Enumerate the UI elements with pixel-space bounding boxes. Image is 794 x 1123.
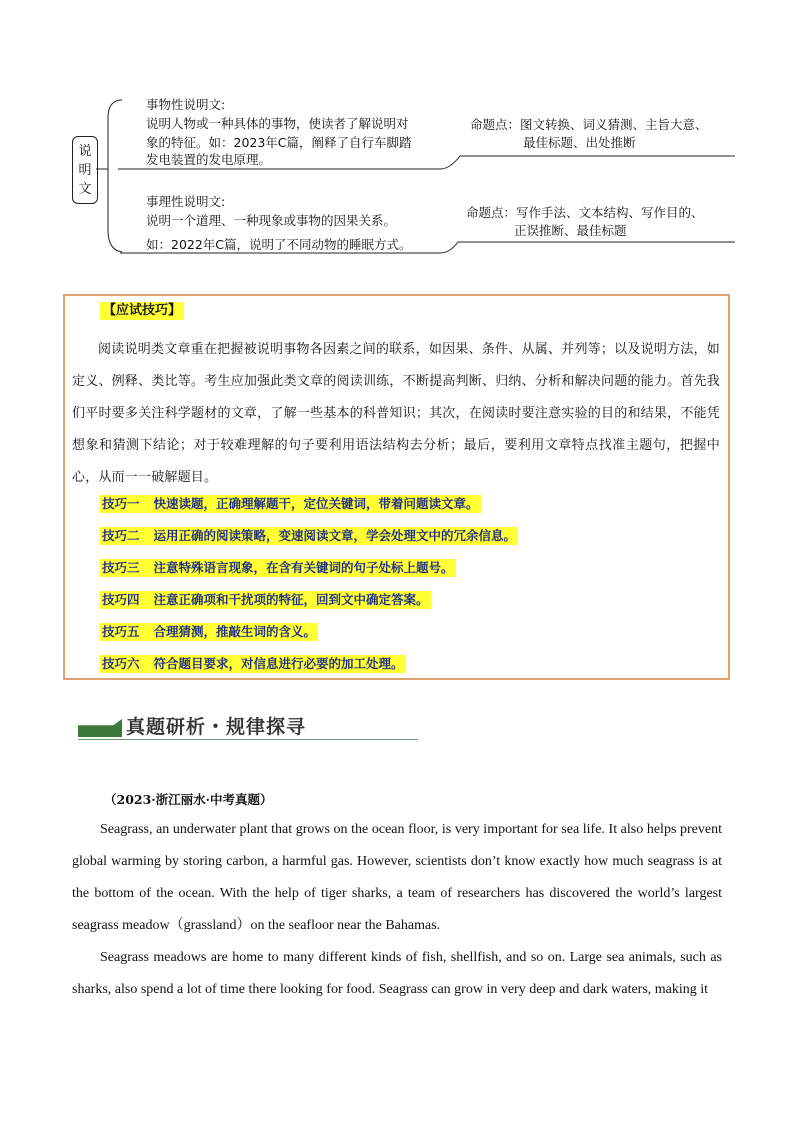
branch1-line: 象的特征。如：2023年C篇，阐释了自行车脚踏	[146, 135, 412, 150]
branch2-line: 说明一个道理、一种现象或事物的因果关系。	[146, 213, 397, 228]
mindmap-root	[72, 136, 98, 204]
article-paragraph: Seagrass, an underwater plant that grows on the ocean floor, is very important for sea life. It also helps prevent global warming by storing carbon, a harmful gas. However, scientists don’t know exactly how much seagrass is at the bottom of the ocean. With the help of tiger sharks, a team of researchers has discovered the world’s largest seagrass meadow（grassland）on the seafloor near the Bahamas.	[72, 822, 722, 933]
tip-number: 技巧三	[102, 560, 140, 575]
mindmap-root-char: 明	[78, 162, 92, 178]
tip-number: 技巧六	[102, 656, 140, 671]
tip-item	[100, 527, 518, 545]
branch1-title: 事物性说明文:	[146, 97, 226, 112]
tip-text: 快速读题，正确理解题干，定位关键词，带着问题读文章。	[153, 496, 479, 511]
tip-item	[100, 495, 481, 513]
tip-text: 合理猜测，推敲生词的含义。	[153, 624, 317, 639]
branch2-points: 正误推断、最佳标题	[514, 223, 627, 238]
tip-number: 技巧五	[102, 624, 140, 639]
tip-number: 技巧四	[102, 592, 140, 607]
branch1-line: 发电装置的发电原理。	[146, 152, 272, 167]
tip-text: 注意特殊语言现象，在含有关键词的句子处标上题号。	[153, 560, 454, 575]
article-source: （2023·浙江丽水·中考真题）	[104, 792, 273, 807]
article-body	[72, 814, 722, 1006]
section-divider	[78, 739, 418, 740]
tips-title: 【应试技巧】	[100, 302, 184, 320]
tip-text: 注意正确项和干扰项的特征，回到文中确定答案。	[153, 592, 429, 607]
branch1-line: 说明人物或一种具体的事物，使读者了解说明对	[146, 116, 409, 131]
tip-item	[100, 623, 318, 641]
tip-item	[100, 559, 456, 577]
article-paragraph: Seagrass meadows are home to many different kinds of fish, shellfish, and so on. Large sea animals, such as sharks, also spend a lot of time there looking for food. Seagrass can grow in very deep and dark waters, making it	[72, 950, 722, 997]
tip-item	[100, 591, 431, 609]
section-title: 真题研析・规律探寻	[126, 716, 307, 738]
tip-text: 符合题目要求，对信息进行必要的加工处理。	[153, 656, 404, 671]
branch2-title: 事理性说明文:	[146, 194, 226, 209]
tip-item	[100, 655, 406, 673]
branch2-line: 如：2022年C篇，说明了不同动物的睡眠方式。	[146, 237, 412, 252]
branch1-points: 命题点：图文转换、词义猜测、主旨大意、	[470, 117, 708, 132]
mindmap-root-char: 说	[78, 143, 92, 159]
tip-number: 技巧一	[102, 496, 140, 511]
branch2-points: 命题点：写作手法、文本结构、写作目的、	[466, 205, 704, 220]
tips-paragraph: 阅读说明类文章重在把握被说明事物各因素之间的联系，如因果、条件、从属、并列等；以及说明方法，如定义、例释、类比等。考生应加强此类文章的阅读训练，不断提高判断、归纳、分析和解决问题的能力。首先我们平时要多关注科学题材的文章，了解一些基本的科普知识；其次，在阅读时要注意实验的目的和结果，不能凭想象和猜测下结论；对于较难理解的句子要利用语法结构去分析；最后，要利用文章特点找准主题句，把握中心，从而一一破解题目。	[72, 342, 720, 485]
tip-number: 技巧二	[102, 528, 140, 543]
tip-text: 运用正确的阅读策略，变速阅读文章，学会处理文中的冗余信息。	[153, 528, 517, 543]
section-header-bar	[78, 719, 122, 737]
mindmap-root-char: 文	[78, 181, 92, 197]
branch1-points: 最佳标题、出处推断	[523, 135, 636, 150]
